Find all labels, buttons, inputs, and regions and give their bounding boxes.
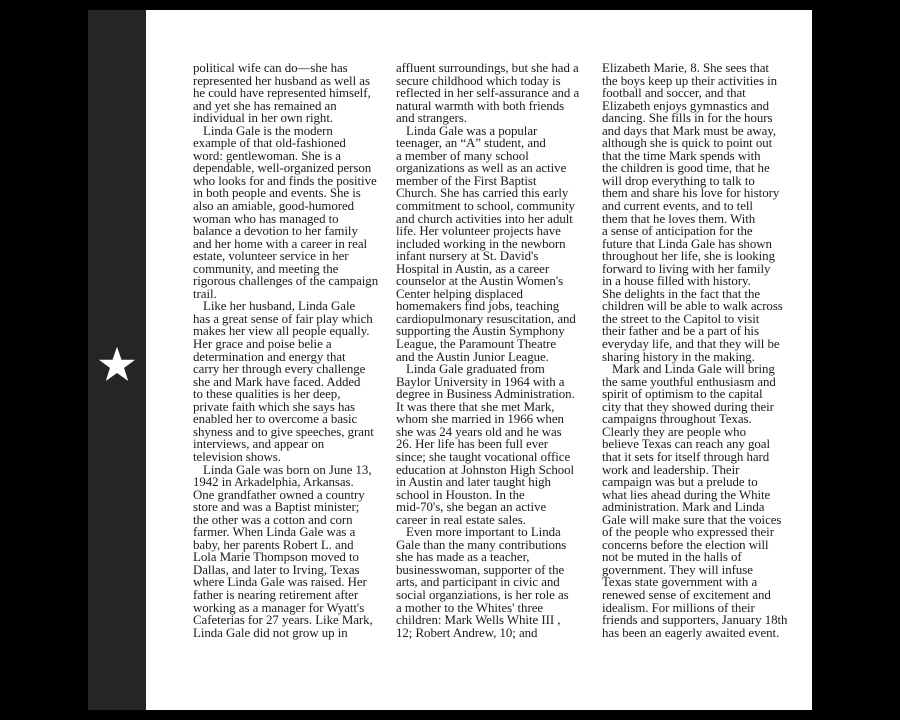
text-line: Elizabeth enjoys gymnastics and xyxy=(602,98,770,113)
text-line: shyness and to give speeches, grant xyxy=(193,424,374,439)
text-line: store and was a Baptist minister; xyxy=(193,500,360,515)
star-icon xyxy=(98,346,136,384)
text-line: Texas state government with a xyxy=(602,575,758,590)
text-line: Elizabeth Marie, 8. She sees that xyxy=(602,61,769,75)
text-line: Mark and Linda Gale will bring xyxy=(612,362,775,377)
text-line: businesswoman, supporter of the xyxy=(396,562,565,577)
text-line: Like her husband, Linda Gale xyxy=(203,299,356,314)
text-line: Linda Gale was a popular xyxy=(406,123,538,138)
text-line: infant nursery at St. David's xyxy=(396,249,539,264)
text-line: included working in the newborn xyxy=(396,236,566,251)
text-line: the children is good time, that he xyxy=(602,161,770,176)
text-line: League, the Paramount Theatre xyxy=(396,337,557,352)
text-line: spirit of optimism to the capital xyxy=(602,387,763,402)
text-line: Linda Gale is the modern xyxy=(203,123,333,138)
text-line: Cafeterias for 27 years. Like Mark, xyxy=(193,613,373,628)
text-line: Gale will make sure that the voices xyxy=(602,512,782,527)
text-line: 26. Her life has been full ever xyxy=(396,437,548,452)
text-line: she has made as a teacher, xyxy=(396,550,530,565)
text-line: social organziations, is her role as xyxy=(396,587,569,602)
document-page xyxy=(146,10,812,710)
text-line: woman who has managed to xyxy=(193,211,339,226)
text-line: arts, and participant in civic and xyxy=(396,575,560,590)
text-line: television shows. xyxy=(193,449,281,464)
text-line: has been an eagerly awaited event. xyxy=(602,625,780,640)
text-line: mid-70's, she began an active xyxy=(396,500,547,515)
text-line: campaigns throughout Texas. xyxy=(602,412,752,427)
text-line: balance a devotion to her family xyxy=(193,224,358,239)
text-line: Gale than the many contributions xyxy=(396,537,567,552)
text-line: commitment to school, community xyxy=(396,199,575,214)
text-line: throughout her life, she is looking xyxy=(602,249,775,264)
text-line: Even more important to Linda xyxy=(406,525,561,540)
text-line: has a great sense of fair play which xyxy=(193,311,373,326)
text-line: sharing history in the making. xyxy=(602,349,755,364)
text-line: rigorous challenges of the campaign xyxy=(193,274,379,289)
text-line: he could have represented himself, xyxy=(193,86,371,101)
text-line: affluent surroundings, but she had a xyxy=(396,61,579,75)
text-line: farmer. When Linda Gale was a xyxy=(193,525,356,540)
text-line: that it sets for itself through hard xyxy=(602,449,770,464)
text-line: community, and meeting the xyxy=(193,261,339,276)
text-line: private faith which she says has xyxy=(193,399,355,414)
text-line: father is nearing retirement after xyxy=(193,587,359,602)
text-line: not be muted in the halls of xyxy=(602,550,742,565)
text-line: and her home with a career in real xyxy=(193,236,368,251)
text-line: Linda Gale was born on June 13, xyxy=(203,462,372,477)
text-line: secure childhood which today is xyxy=(396,73,561,88)
text-line: a sense of anticipation for the xyxy=(602,224,753,239)
text-line: the boys keep up their activities in xyxy=(602,73,778,88)
text-line: she and Mark have faced. Added xyxy=(193,374,361,389)
text-line: although she is quick to point out xyxy=(602,136,773,151)
text-line: reflected in her self-assurance and a xyxy=(396,86,580,101)
text-line: campaign was but a prelude to xyxy=(602,475,758,490)
text-line: administration. Mark and Linda xyxy=(602,500,765,515)
text-line: of the people who expressed their xyxy=(602,525,774,540)
text-line: children will be able to walk across xyxy=(602,299,783,314)
text-line: 12; Robert Andrew, 10; and xyxy=(396,625,538,640)
text-line: cardiopulmonary resuscitation, and xyxy=(396,311,576,326)
text-line: and church activities into her adult xyxy=(396,211,573,226)
text-line: Hospital in Austin, as a career xyxy=(396,261,550,276)
text-line: concerns before the election will xyxy=(602,537,769,552)
text-line: city that they showed during their xyxy=(602,399,774,414)
text-line: and yet she has remained an xyxy=(193,98,337,113)
text-line: homemakers find jobs, teaching xyxy=(396,299,560,314)
text-line: and current events, and to tell xyxy=(602,199,753,214)
text-line: Clearly they are people who xyxy=(602,424,746,439)
text-line: career in real estate sales. xyxy=(396,512,526,527)
text-line: a member of many school xyxy=(396,148,529,163)
text-line: degree in Business Administration. xyxy=(396,387,575,402)
text-line: Linda Gale did not grow up in xyxy=(193,625,348,640)
text-line: to these qualities is her deep, xyxy=(193,387,341,402)
text-line: school in Houston. In the xyxy=(396,487,525,502)
text-line: individual in her own right. xyxy=(193,111,334,126)
dark-side-bar xyxy=(88,10,146,710)
text-line: dancing. She fills in for the hours xyxy=(602,111,773,126)
text-line: baby, her parents Robert L. and xyxy=(193,537,354,552)
text-line: carry her through every challenge xyxy=(193,362,366,377)
text-line: work and leadership. Their xyxy=(602,462,740,477)
text-line: also an amiable, good-humored xyxy=(193,199,355,214)
text-line: since; she taught vocational office xyxy=(396,449,571,464)
text-line: football and soccer, and that xyxy=(602,86,746,101)
text-line: example of that old-fashioned xyxy=(193,136,346,151)
text-line: whom she married in 1966 when xyxy=(396,412,564,427)
text-line: them that he loves them. With xyxy=(602,211,756,226)
text-line: makes her view all people equally. xyxy=(193,324,370,339)
text-column-3 xyxy=(602,62,798,639)
text-line: member of the First Baptist xyxy=(396,173,537,188)
text-line: a mother to the Whites' three xyxy=(396,600,544,615)
text-line: and strangers. xyxy=(396,111,467,126)
text-line: 1942 in Arkadelphia, Arkansas. xyxy=(193,475,354,490)
text-line: children: Mark Wells White III , xyxy=(396,613,561,628)
text-line: word: gentlewoman. She is a xyxy=(193,148,341,163)
text-line: supporting the Austin Symphony xyxy=(396,324,565,339)
text-line: life. Her volunteer projects have xyxy=(396,224,561,239)
text-line: them and share his love for history xyxy=(602,186,780,201)
text-line: that the time Mark spends with xyxy=(602,148,761,163)
text-line: represented her husband as well as xyxy=(193,73,370,88)
text-line: It was there that she met Mark, xyxy=(396,399,555,414)
text-line: believe Texas can reach any goal xyxy=(602,437,770,452)
text-line: Center helping displaced xyxy=(396,286,523,301)
text-line: trail. xyxy=(193,286,217,301)
text-line: forward to living with her family xyxy=(602,261,771,276)
text-line: she was 24 years old and he was xyxy=(396,424,562,439)
text-line: education at Johnston High School xyxy=(396,462,575,477)
text-line: where Linda Gale was raised. Her xyxy=(193,575,367,590)
text-line: determination and energy that xyxy=(193,349,346,364)
text-line: future that Linda Gale has shown xyxy=(602,236,772,251)
text-line: political wife can do—she has xyxy=(193,61,348,75)
text-line: enabled her to overcome a basic xyxy=(193,412,358,427)
text-line: dependable, well-organized person xyxy=(193,161,372,176)
text-line: the other was a cotton and corn xyxy=(193,512,353,527)
text-line: idealism. For millions of their xyxy=(602,600,755,615)
text-line: government. They will infuse xyxy=(602,562,753,577)
text-line: in Austin and later taught high xyxy=(396,475,551,490)
text-line: renewed sense of excitement and xyxy=(602,587,771,602)
text-line: friends and supporters, January 18th xyxy=(602,613,788,628)
text-line: Dallas, and later to Irving, Texas xyxy=(193,562,360,577)
text-line: what lies ahead during the White xyxy=(602,487,771,502)
text-line: interviews, and appear on xyxy=(193,437,325,452)
text-line: She delights in the fact that the xyxy=(602,286,761,301)
text-line: and days that Mark must be away, xyxy=(602,123,777,138)
text-line: the street to the Capitol to visit xyxy=(602,311,760,326)
text-line: One grandfather owned a country xyxy=(193,487,365,502)
text-line: Lola Marie Thompson moved to xyxy=(193,550,359,565)
text-line: natural warmth with both friends xyxy=(396,98,565,113)
text-line: their father and be a part of his xyxy=(602,324,759,339)
text-column-1 xyxy=(193,62,383,639)
text-line: in a house filled with history. xyxy=(602,274,751,289)
text-line: estate, volunteer service in her xyxy=(193,249,349,264)
text-line: will drop everything to talk to xyxy=(602,173,755,188)
text-line: working as a manager for Wyatt's xyxy=(193,600,365,615)
text-line: Baylor University in 1964 with a xyxy=(396,374,565,389)
text-line: teenager, an “A” student, and xyxy=(396,136,546,151)
text-line: counselor at the Austin Women's xyxy=(396,274,564,289)
text-line: Church. She has carried this early xyxy=(396,186,569,201)
text-line: and the Austin Junior League. xyxy=(396,349,549,364)
text-line: Her grace and poise belie a xyxy=(193,337,332,352)
text-line: organizations as well as an active xyxy=(396,161,567,176)
text-line: everyday life, and that they will be xyxy=(602,337,780,352)
text-line: in both people and events. She is xyxy=(193,186,361,201)
text-line: the same youthful enthusiasm and xyxy=(602,374,776,389)
text-column-2 xyxy=(396,62,592,639)
text-line: Linda Gale graduated from xyxy=(406,362,545,377)
text-line: who looks for and finds the positive xyxy=(193,173,377,188)
